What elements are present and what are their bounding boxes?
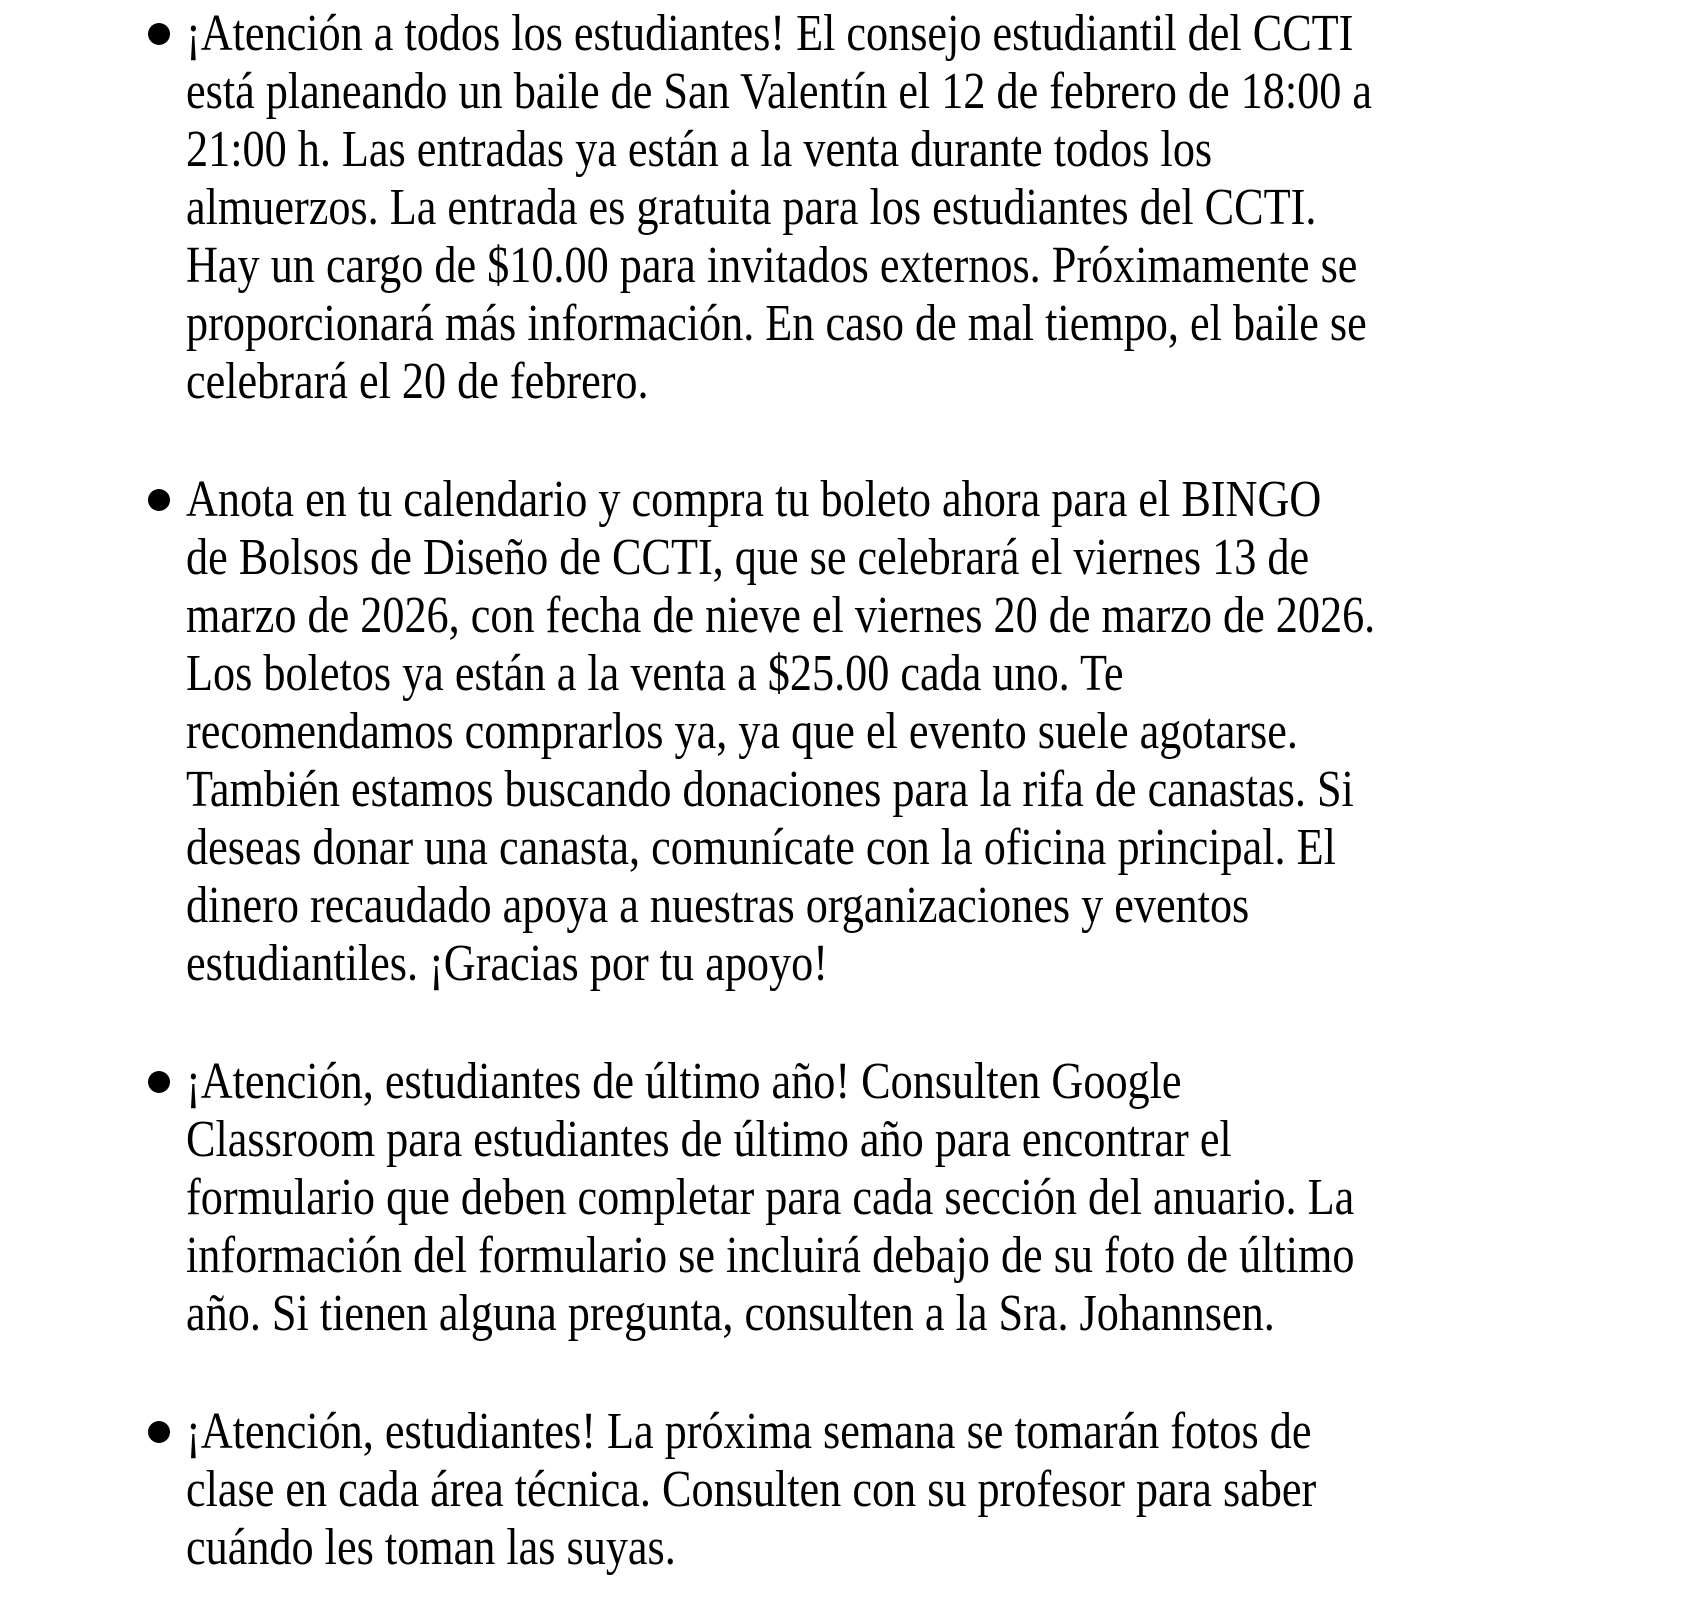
announcement-line: formulario que deben completar para cada sección del anuario. La bbox=[186, 1169, 1355, 1226]
announcement-line: Hay un cargo de $10.00 para invitados externos. Próximamente se bbox=[186, 237, 1358, 294]
announcement-line: proporcionará más información. En caso de mal tiempo, el baile se bbox=[186, 295, 1367, 352]
announcement-line: deseas donar una canasta, comunícate con la oficina principal. El bbox=[186, 819, 1336, 876]
announcement-line: celebrará el 20 de febrero. bbox=[186, 353, 649, 410]
bullet-icon bbox=[148, 23, 170, 45]
announcement-line: ¡Atención a todos los estudiantes! El consejo estudiantil del CCTI bbox=[186, 5, 1354, 62]
announcement-list bbox=[0, 5, 1699, 1577]
announcement-text bbox=[186, 5, 1372, 411]
announcement-line: almuerzos. La entrada es gratuita para los estudiantes del CCTI. bbox=[186, 179, 1317, 236]
announcement-item bbox=[148, 471, 1699, 993]
announcement-item bbox=[148, 1403, 1699, 1577]
announcement-line: Los boletos ya están a la venta a $25.00 cada uno. Te bbox=[186, 645, 1124, 702]
announcement-line: ¡Atención, estudiantes! La próxima semana se tomarán fotos de bbox=[186, 1403, 1312, 1460]
announcement-line: de Bolsos de Diseño de CCTI, que se celebrará el viernes 13 de bbox=[186, 529, 1310, 586]
announcement-text bbox=[186, 1053, 1355, 1343]
bullet-icon bbox=[148, 1071, 170, 1093]
announcement-line: También estamos buscando donaciones para la rifa de canastas. Si bbox=[186, 761, 1354, 818]
bullet-icon bbox=[148, 1421, 170, 1443]
announcement-line: información del formulario se incluirá debajo de su foto de último bbox=[186, 1227, 1355, 1284]
announcement-text bbox=[186, 471, 1375, 993]
announcement-line: estudiantiles. ¡Gracias por tu apoyo! bbox=[186, 935, 828, 992]
announcement-line: marzo de 2026, con fecha de nieve el viernes 20 de marzo de 2026. bbox=[186, 587, 1376, 644]
announcement-line: clase en cada área técnica. Consulten con su profesor para saber bbox=[186, 1461, 1317, 1518]
announcement-line: Anota en tu calendario y compra tu boleto ahora para el BINGO bbox=[186, 471, 1322, 528]
announcement-text bbox=[186, 1403, 1316, 1577]
announcement-item bbox=[148, 1053, 1699, 1343]
announcement-line: ¡Atención, estudiantes de último año! Consulten Google bbox=[186, 1053, 1182, 1110]
announcement-line: cuándo les toman las suyas. bbox=[186, 1519, 676, 1576]
announcement-item bbox=[148, 5, 1699, 411]
announcement-line: recomendamos comprarlos ya, ya que el evento suele agotarse. bbox=[186, 703, 1298, 760]
announcement-line: 21:00 h. Las entradas ya están a la venta durante todos los bbox=[186, 121, 1213, 178]
announcement-line: está planeando un baile de San Valentín el 12 de febrero de 18:00 a bbox=[186, 63, 1373, 120]
bullet-icon bbox=[148, 489, 170, 511]
announcement-line: dinero recaudado apoya a nuestras organizaciones y eventos bbox=[186, 877, 1250, 934]
announcement-line: Classroom para estudiantes de último año para encontrar el bbox=[186, 1111, 1232, 1168]
announcement-line: año. Si tienen alguna pregunta, consulten a la Sra. Johannsen. bbox=[186, 1285, 1275, 1342]
